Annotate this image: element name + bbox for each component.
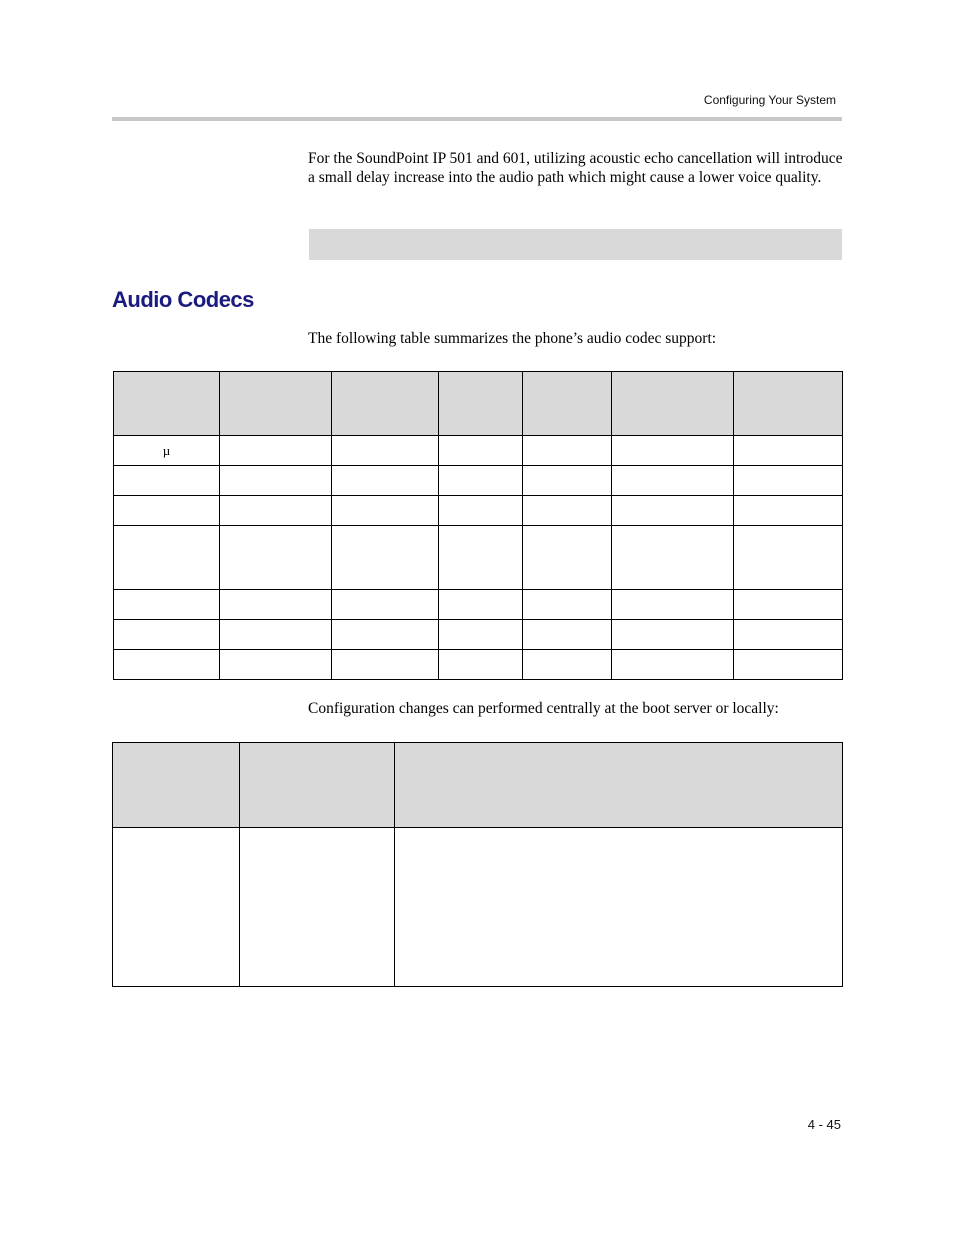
table-header-cell [113, 743, 240, 828]
table-header-cell [734, 372, 843, 436]
table-cell [220, 466, 332, 496]
table-cell [734, 650, 843, 680]
configuration-table [112, 742, 843, 987]
table-cell [220, 526, 332, 590]
table-header-cell [395, 743, 843, 828]
running-header: Configuring Your System [703, 93, 836, 107]
table-cell [114, 466, 220, 496]
table-header-row [114, 372, 843, 436]
table-cell [612, 526, 734, 590]
table-cell [612, 620, 734, 650]
header-rule [112, 117, 842, 121]
page-number: 4 - 45 [807, 1117, 841, 1132]
table-cell: µ [114, 436, 220, 466]
table-cell [523, 496, 612, 526]
table-cell [523, 590, 612, 620]
table-cell [439, 436, 523, 466]
table-row [114, 496, 843, 526]
table-cell [114, 526, 220, 590]
table-header-row [113, 743, 843, 828]
table-cell [332, 590, 439, 620]
table-cell [114, 590, 220, 620]
table-cell [332, 496, 439, 526]
table-cell [114, 650, 220, 680]
table-row [113, 828, 843, 987]
table-cell [332, 466, 439, 496]
table-row [114, 526, 843, 590]
config-intro-paragraph: Configuration changes can performed centrally at the boot server or locally: [308, 700, 779, 717]
table-cell [439, 590, 523, 620]
table-cell [113, 828, 240, 987]
table-cell [332, 526, 439, 590]
table-cell [332, 436, 439, 466]
note-bar [309, 229, 842, 260]
table-row [114, 466, 843, 496]
table-cell [734, 620, 843, 650]
table-cell [220, 590, 332, 620]
table-cell [332, 620, 439, 650]
table-cell [734, 466, 843, 496]
table-cell [734, 590, 843, 620]
table-cell [395, 828, 843, 987]
table-cell [734, 496, 843, 526]
table-cell [439, 526, 523, 590]
audio-codec-table [113, 371, 843, 680]
table-cell [439, 496, 523, 526]
table-row [114, 620, 843, 650]
table-cell [612, 436, 734, 466]
table-cell [612, 496, 734, 526]
table-cell [240, 828, 395, 987]
table-header-cell [220, 372, 332, 436]
table-cell [523, 650, 612, 680]
table-cell [734, 526, 843, 590]
codec-intro-paragraph: The following table summarizes the phone’s audio codec support: [308, 330, 717, 347]
section-heading: Audio Codecs [112, 287, 254, 312]
table-cell [220, 436, 332, 466]
table-row [114, 650, 843, 680]
table-cell [439, 466, 523, 496]
table-cell [114, 496, 220, 526]
table-cell [523, 466, 612, 496]
table-cell [612, 650, 734, 680]
table-cell [439, 620, 523, 650]
table-cell [114, 620, 220, 650]
table-cell [439, 650, 523, 680]
table-cell [220, 620, 332, 650]
table-cell [220, 650, 332, 680]
echo-cancellation-paragraph: For the SoundPoint IP 501 and 601, utilizing acoustic echo cancellation will introduce a small delay increase into the audio path which might cause a lower voice quality. [308, 150, 843, 186]
table-row [114, 590, 843, 620]
table-header-cell [612, 372, 734, 436]
table-header-cell [439, 372, 523, 436]
table-row [114, 436, 843, 466]
table-cell [332, 650, 439, 680]
table-cell [523, 620, 612, 650]
table-cell [612, 466, 734, 496]
table-header-cell [332, 372, 439, 436]
table-header-cell [240, 743, 395, 828]
table-header-cell [523, 372, 612, 436]
table-header-cell [114, 372, 220, 436]
table-cell [523, 436, 612, 466]
table-cell [523, 526, 612, 590]
table-cell [734, 436, 843, 466]
table-cell [220, 496, 332, 526]
table-cell [612, 590, 734, 620]
